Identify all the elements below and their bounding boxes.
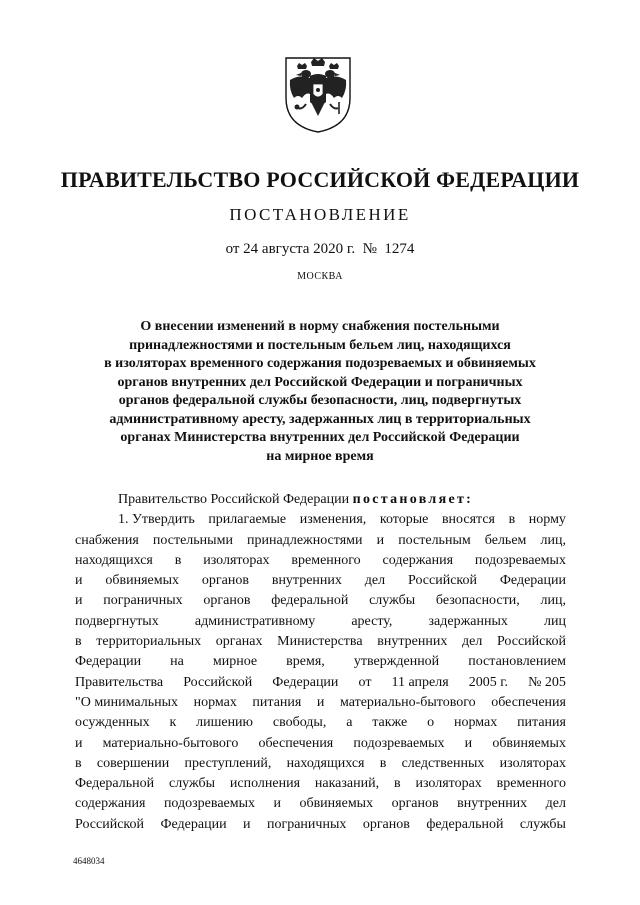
- eagle-icon: [280, 54, 356, 134]
- word: бельем: [484, 532, 527, 548]
- word: безопасности,: [435, 593, 520, 609]
- word: и: [75, 573, 83, 589]
- word: Российской: [408, 573, 477, 589]
- subject-line: органов внутренних дел Российской Федерации и пограничных: [117, 374, 523, 390]
- document-type: ПОСТАНОВЛЕНИЕ: [229, 205, 411, 224]
- word: органов: [203, 593, 251, 609]
- word: подозреваемых: [474, 552, 566, 568]
- word: и: [316, 694, 325, 710]
- word: питания: [517, 715, 566, 731]
- footer-code: 4648034: [73, 856, 105, 866]
- word: Российской: [496, 634, 566, 650]
- word: лиц,: [540, 593, 566, 609]
- paragraph-line: [75, 794, 566, 814]
- word: и: [376, 532, 385, 548]
- paragraph-1: [75, 510, 566, 835]
- word: принадлежностями: [247, 532, 363, 548]
- paragraph-line: [75, 551, 566, 571]
- word: обеспечения: [491, 694, 566, 710]
- word: содержания: [382, 552, 454, 568]
- word: исполнения: [229, 776, 301, 792]
- word: питания: [252, 694, 302, 710]
- intro-text: Правительство Российской Федерации: [118, 492, 353, 507]
- word: наказаний,: [314, 776, 380, 792]
- word: нормах: [193, 694, 237, 710]
- word: на: [170, 654, 184, 670]
- word: службы: [369, 593, 416, 609]
- word: внутренних: [457, 796, 528, 812]
- word: пограничных: [103, 593, 183, 609]
- government-title: ПРАВИТЕЛЬСТВО РОССИЙСКОЙ ФЕДЕРАЦИИ: [60, 167, 580, 192]
- word: и: [243, 816, 251, 832]
- word: Российской: [183, 674, 253, 690]
- document-subject: [80, 318, 560, 466]
- word: и: [75, 735, 83, 751]
- word: и: [75, 593, 83, 609]
- word: к: [169, 715, 177, 731]
- word: материально-бытового: [102, 735, 239, 751]
- word: внутренних: [377, 634, 448, 650]
- paragraph-line: [75, 673, 566, 693]
- word: Федерации: [160, 816, 227, 832]
- word: органов: [201, 573, 249, 589]
- number-sign: №: [362, 241, 377, 257]
- word: снабжения: [75, 532, 139, 548]
- word: обвиняемых: [299, 796, 374, 812]
- word: мирное: [212, 654, 258, 670]
- word: пограничных: [266, 816, 347, 832]
- word: Федеральной: [75, 776, 155, 792]
- word: совершении: [96, 755, 170, 771]
- word: в: [393, 776, 401, 792]
- intro-line: [75, 490, 566, 510]
- word: Министерства: [277, 634, 363, 650]
- word: аресту,: [351, 613, 393, 629]
- paragraph-line: [75, 632, 566, 652]
- paragraph-line: [75, 774, 566, 794]
- word: 11 апреля: [391, 674, 449, 690]
- word: содержания: [75, 796, 146, 812]
- subject-line: О внесении изменений в норму снабжения постельными: [140, 319, 500, 334]
- word: органов: [362, 816, 410, 832]
- word: находящихся: [75, 552, 153, 568]
- word: изоляторах: [203, 552, 270, 568]
- word: Правительства: [75, 674, 164, 690]
- word: Федерации: [272, 674, 339, 690]
- paragraph-line: [75, 531, 566, 551]
- word: службы: [168, 776, 216, 792]
- word: нормах: [453, 715, 498, 731]
- word: Федерации: [75, 654, 142, 670]
- word: свободы,: [272, 715, 327, 731]
- subject-line: принадлежностями и постельным бельем лиц, находящихся: [129, 337, 511, 353]
- word: лишению: [196, 715, 254, 731]
- word: в: [75, 634, 82, 650]
- word: временного: [496, 776, 566, 792]
- subject-line: в изоляторах временного содержания подозреваемых и обвиняемых: [104, 356, 536, 371]
- paragraph-line: [75, 612, 566, 632]
- word: в: [75, 755, 82, 771]
- word: материально-бытового: [339, 694, 476, 710]
- word: постельными: [152, 532, 233, 548]
- paragraph-line: [75, 571, 566, 591]
- word: время,: [286, 654, 325, 670]
- word: "О минимальных: [75, 694, 179, 710]
- word: административному: [194, 613, 316, 629]
- word: органах: [215, 634, 263, 650]
- word: службы: [519, 816, 566, 832]
- word: изменения,: [299, 512, 367, 528]
- document-number: 1274: [384, 241, 415, 257]
- word: в: [379, 755, 387, 771]
- word: органов: [391, 796, 439, 812]
- paragraph-line: [75, 652, 566, 672]
- city: МОСКВА: [297, 271, 343, 282]
- word: Российской: [75, 816, 144, 832]
- word: 2005 г.: [468, 674, 508, 690]
- paragraph-line: [75, 713, 566, 733]
- word: федеральной: [426, 816, 504, 832]
- word: лиц,: [540, 532, 566, 548]
- word: федеральной: [271, 593, 349, 609]
- word: временного: [291, 552, 361, 568]
- subject-line: административному аресту, задержанных лиц в территориальных: [109, 411, 531, 427]
- word: преступлений,: [184, 755, 272, 771]
- paragraph-line: [75, 693, 566, 713]
- word: норму: [528, 512, 566, 528]
- word: находящихся: [286, 755, 365, 771]
- word: 1. Утвердить: [118, 512, 195, 528]
- word: дел: [364, 573, 386, 589]
- word: обвиняемых: [105, 573, 180, 589]
- word: изоляторах: [499, 755, 566, 771]
- word: осужденных: [75, 715, 150, 731]
- paragraph-line: [75, 510, 566, 530]
- word: Федерации: [499, 573, 566, 589]
- word: постановлением: [468, 654, 566, 670]
- paragraph-line: [75, 591, 566, 611]
- word: в: [508, 512, 516, 528]
- word: в: [174, 552, 182, 568]
- subject-line: на мирное время: [266, 448, 374, 464]
- word: обвиняемых: [492, 735, 566, 751]
- word: прилагаемые: [208, 512, 287, 528]
- word: задержанных: [428, 613, 508, 629]
- subject-line: органов федеральной службы безопасности, лиц, подвергнутых: [118, 393, 522, 408]
- word: внутренних: [271, 573, 342, 589]
- word: вносятся: [441, 512, 495, 528]
- word: территориальных: [96, 634, 202, 650]
- word: обеспечения: [258, 735, 334, 751]
- word: № 205: [528, 674, 566, 690]
- word: изоляторах: [415, 776, 482, 792]
- word: и: [273, 796, 281, 812]
- paragraph-line: [75, 754, 566, 774]
- word: следственных: [401, 755, 485, 771]
- intro-resolves: постановляет:: [352, 492, 474, 507]
- paragraph-line: [75, 734, 566, 754]
- word: которые: [379, 512, 429, 528]
- date-and-number: [0, 241, 640, 258]
- word: постельным: [398, 532, 471, 548]
- word: подозреваемых: [163, 796, 256, 812]
- word: и: [464, 735, 473, 751]
- word: а: [346, 715, 353, 731]
- word: подозреваемых: [353, 735, 445, 751]
- paragraph-line: [75, 815, 566, 835]
- word: от: [358, 674, 372, 690]
- document-body: [75, 490, 566, 835]
- word: дел: [545, 796, 566, 812]
- word: дел: [461, 634, 483, 650]
- word: о: [427, 715, 435, 731]
- word: лиц: [544, 613, 566, 629]
- word: также: [372, 715, 408, 731]
- coat-of-arms-emblem: [280, 54, 356, 134]
- subject-line: органах Министерства внутренних дел Российской Федерации: [120, 430, 520, 445]
- word: утвержденной: [353, 654, 440, 670]
- word: подвергнутых: [75, 613, 159, 629]
- document-date: от 24 августа 2020 г.: [225, 241, 356, 257]
